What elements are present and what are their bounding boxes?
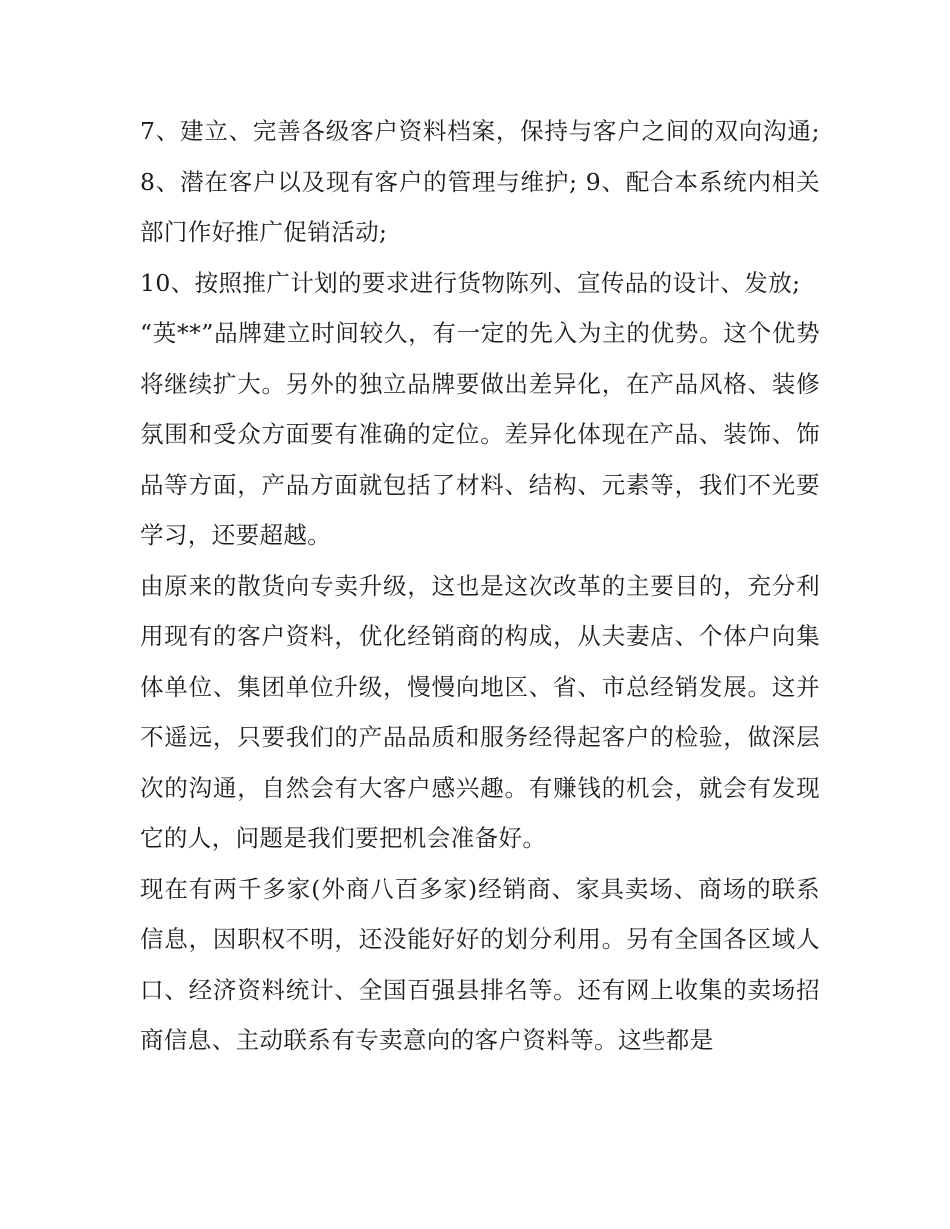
- paragraph-responsibilities-7-9: 7、建立、完善各级客户资料档案，保持与客户之间的双向沟通; 8、潜在客户以及现有客户的管理与维护; 9、配合本系统内相关部门作好推广促销活动;: [140, 117, 820, 246]
- paragraph-upgrade-to-franchise: 由原来的散货向专卖升级，这也是这次改革的主要目的，充分利用现有的客户资料，优化经销商的构成，从夫妻店、个体户向集体单位、集团单位升级，慢慢向地区、省、市总经销发展。这并不遥远，只要我们的产品品质和服务经得起客户的检验，做深层次的沟通，自然会有大客户感兴趣。有赚钱的机会，就会有发现它的人，问题是我们要把机会准备好。: [140, 571, 820, 852]
- paragraph-dealer-resources: 现在有两千多家(外商八百多家)经销商、家具卖场、商场的联系信息，因职权不明，还没能好好的划分利用。另有全国各区域人口、经济资料统计、全国百强县排名等。还有网上收集的卖场招商信息、主动联系有专卖意向的客户资料等。这些都是: [140, 874, 820, 1054]
- paragraph-brand-differentiation: “英**”品牌建立时间较久，有一定的先入为主的优势。这个优势将继续扩大。另外的独立品牌要做出差异化，在产品风格、装修氛围和受众方面要有准确的定位。差异化体现在产品、装饰、饰品等方面，产品方面就包括了材料、结构、元素等，我们不光要学习，还要超越。: [140, 319, 820, 549]
- document-body: [140, 106, 820, 1066]
- paragraph-responsibility-10: 10、按照推广计划的要求进行货物陈列、宣传品的设计、发放;: [140, 268, 801, 297]
